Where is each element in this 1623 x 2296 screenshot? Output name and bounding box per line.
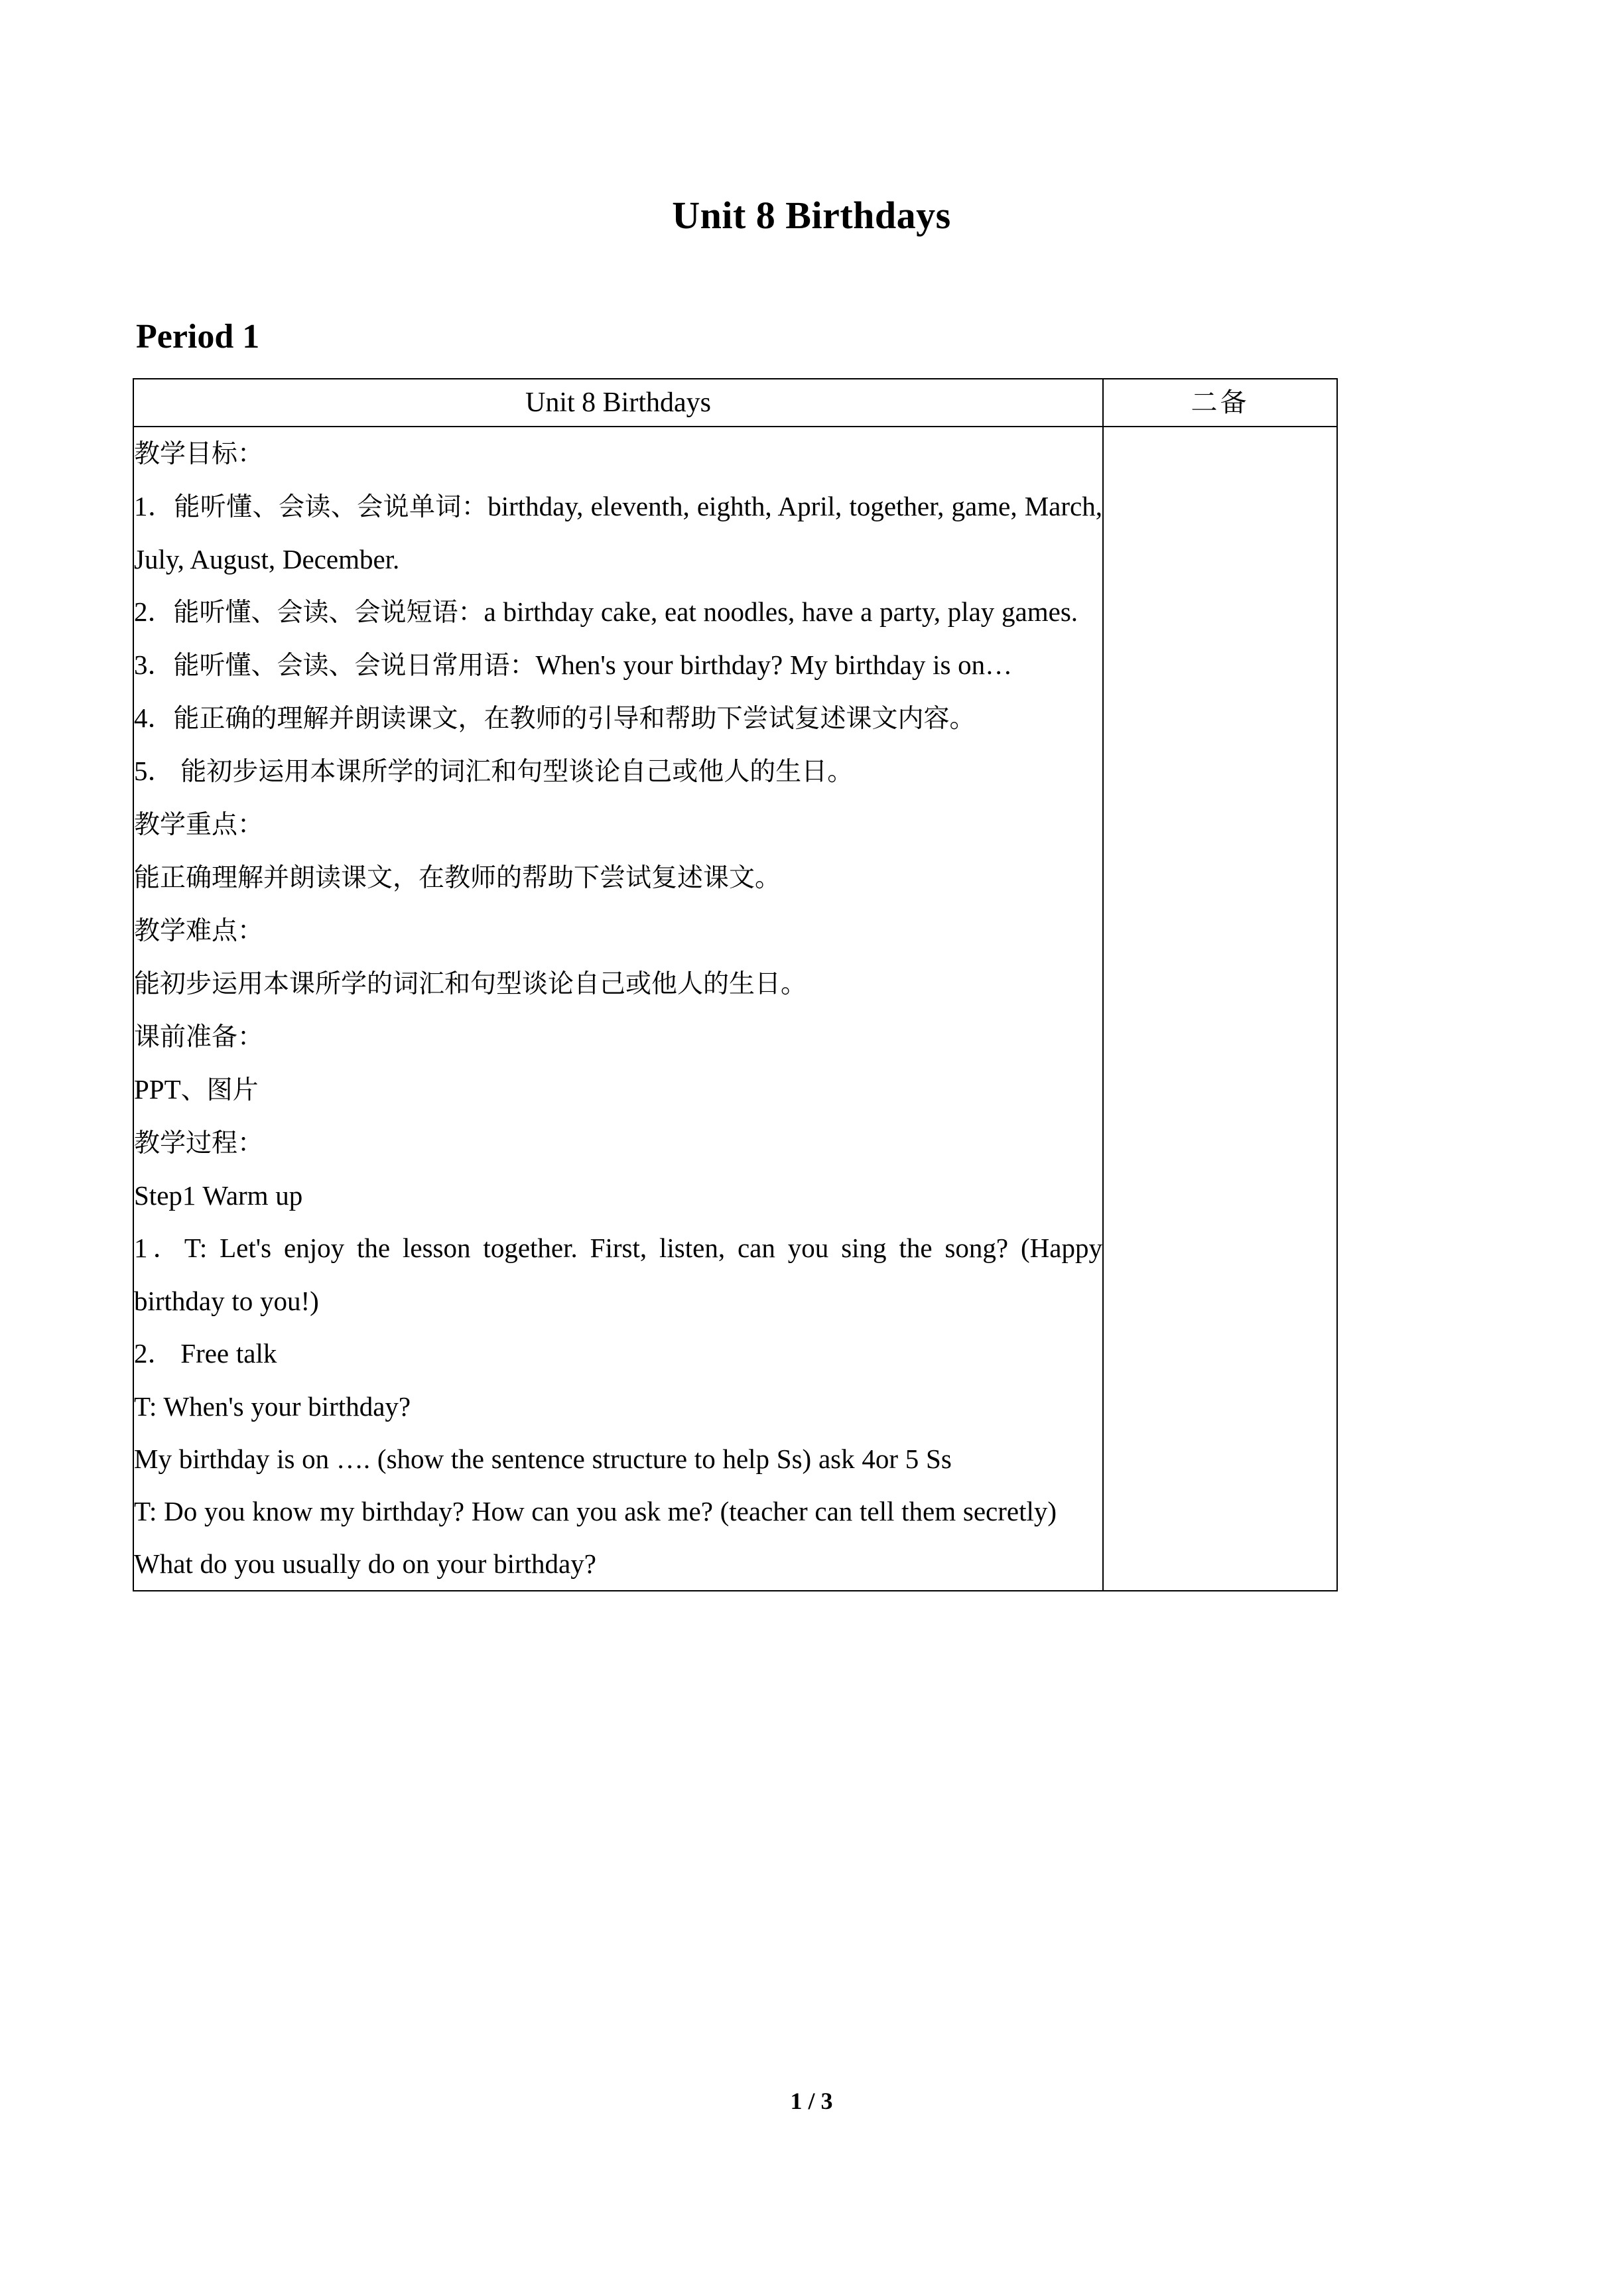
table-body-row [133, 427, 1337, 1591]
page-title: Unit 8 Birthdays [672, 194, 951, 237]
lesson-paragraph: What do you usually do on your birthday? [134, 1548, 596, 1579]
lesson-paragraph: Step1 Warm up [134, 1180, 303, 1211]
lesson-paragraph-list [134, 427, 1102, 1590]
lesson-paragraph: 能正确理解并朗读课文，在教师的帮助下尝试复述课文。 [134, 863, 781, 893]
lesson-paragraph: My birthday is on …. (show the sentence structure to help Ss) ask 4or 5 Ss [134, 1444, 952, 1474]
lesson-paragraph: 教学重点： [134, 810, 264, 840]
lesson-paragraph: 2． Free talk [134, 1338, 277, 1369]
lesson-paragraph: 4．能正确的理解并朗读课文，在教师的引导和帮助下尝试复述课文内容。 [134, 703, 976, 734]
lesson-paragraph: T: When's your birthday? [134, 1391, 411, 1422]
lesson-paragraph: 2．能听懂、会读、会说短语：a birthday cake, eat noodles, have a party, play games. [134, 596, 1078, 628]
lesson-content-cell [133, 427, 1103, 1591]
lesson-paragraph: 教学难点： [134, 916, 264, 946]
lesson-paragraph: 1．T: Let's enjoy the lesson together. First, listen, can you sing the song? (Happy birthday to you!) [134, 1233, 1102, 1316]
lesson-paragraph: 能初步运用本课所学的词汇和句型谈论自己或他人的生日。 [134, 969, 807, 999]
lesson-paragraph: 教学目标： [134, 439, 264, 469]
lesson-paragraph: T: Do you know my birthday? How can you ask me? (teacher can tell them secretly) [134, 1496, 1057, 1526]
lesson-paragraph: 1．能听懂、会读、会说单词：birthday, eleventh, eighth, April, together, game, March, July, August, December. [134, 491, 1102, 574]
lesson-plan-table [133, 378, 1338, 1591]
lesson-paragraph: PPT、图片 [134, 1074, 259, 1105]
table-header-main: Unit 8 Birthdays [133, 379, 1103, 427]
table-header-row [133, 379, 1337, 427]
table-header-second: 二备 [1103, 379, 1337, 427]
lesson-paragraph: 3．能听懂、会读、会说日常用语：When's your birthday? My birthday is on… [134, 649, 1013, 681]
lesson-paragraph: 5． 能初步运用本课所学的词汇和句型谈论自己或他人的生日。 [134, 756, 854, 787]
second-prep-cell [1103, 427, 1337, 1591]
period-heading: Period 1 [136, 318, 260, 356]
lesson-paragraph: 课前准备： [134, 1022, 264, 1052]
lesson-paragraph: 教学过程： [134, 1128, 264, 1158]
page-footer: 1 / 3 [790, 2088, 833, 2114]
